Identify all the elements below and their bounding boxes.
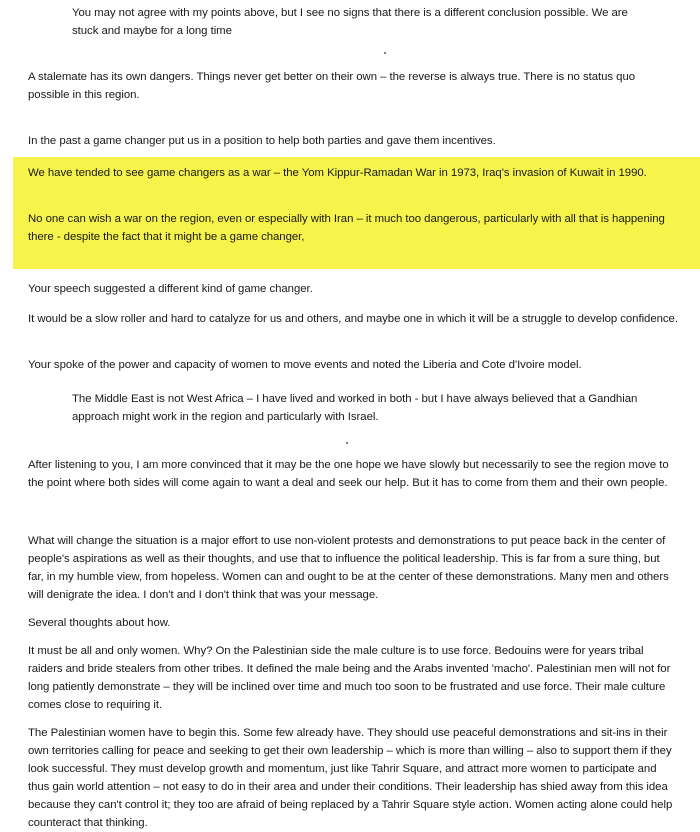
paragraph-speech: Your speech suggested a different kind of game changer.	[28, 283, 313, 295]
paragraph-stalemate: A stalemate has its own dangers. Things never get better on their own – the reverse is always true. There is no status quo possible in this region.	[28, 71, 636, 101]
paragraph-all-women: It must be all and only women. Why? On the Palestinian side the male culture is to use force. Bedouins were for years tribal raiders and bride stealers from other tribes. It defined the male being and the Arabs invented 'macho'. Palestinian men will not for long patiently demonstrate – they will be inclined over time and much too soon to be frustrated and use force. Their male culture comes close to requiring it.	[28, 645, 671, 711]
paragraph-palestinian-women: The Palestinian women have to begin this. Some few already have. They should use peaceful demonstrations and sit-ins in their own territories calling for peace and seeking to get their own leadership – which is more than willing – also to support them if they look successful. They must develop growth and momentum, just like Tahrir Square, and attract more women to participate and thus gain world attention – not easy to do in their area and under their conditions. Their leadership has shied away from this idea because they can't control it; they too are afraid of being replaced by a Tahrir Square style action. Women acting alone could help counteract that thinking.	[28, 727, 673, 829]
paragraph-after-listening: After listening to you, I am more convinced that it may be the one hope we have slowly but necessarily to see the region move to the point where both sides will come again to want a deal and seek our help. But it has to come from them and their own people.	[28, 459, 669, 489]
paragraph-slow-roller: It would be a slow roller and hard to catalyze for us and others, and maybe one in which it will be a struggle to develop confidence.	[28, 313, 678, 325]
paragraph-game-changers-war: We have tended to see game changers as a war – the Yom Kippur-Ramadan War in 1973, Iraq's invasion of Kuwait in 1990.	[28, 167, 647, 179]
scan-speck	[384, 52, 386, 54]
paragraph-several-thoughts: Several thoughts about how.	[28, 617, 171, 629]
paragraph-middle-east: The Middle East is not West Africa – I have lived and worked in both - but I have always believed that a Gandhian approach might work in the region and particularly with Israel.	[72, 393, 638, 423]
paragraph-stuck: You may not agree with my points above, but I see no signs that there is a different conclusion possible. We are stuck and maybe for a long time	[72, 7, 628, 37]
scan-speck	[346, 442, 348, 444]
paragraph-power-of-women: Your spoke of the power and capacity of women to move events and noted the Liberia and Cote d'Ivoire model.	[28, 359, 582, 371]
paragraph-what-will-change: What will change the situation is a major effort to use non-violent protests and demonstrations to put peace back in the center of people's aspirations as well as their thoughts, and use that to influence the political leadership. This is far from a sure thing, but far, in my humble view, from hopeless. Women can and ought to be at the center of these demonstrations. Many men and others will denigrate the idea. I don't and I don't think that was your message.	[28, 535, 669, 601]
paragraph-game-changer-past: In the past a game changer put us in a position to help both parties and gave them incentives.	[28, 135, 496, 147]
paragraph-no-war-iran: No one can wish a war on the region, even or especially with Iran – it much too dangerous, particularly with all that is happening there - despite the fact that it might be a game changer,	[28, 213, 665, 243]
